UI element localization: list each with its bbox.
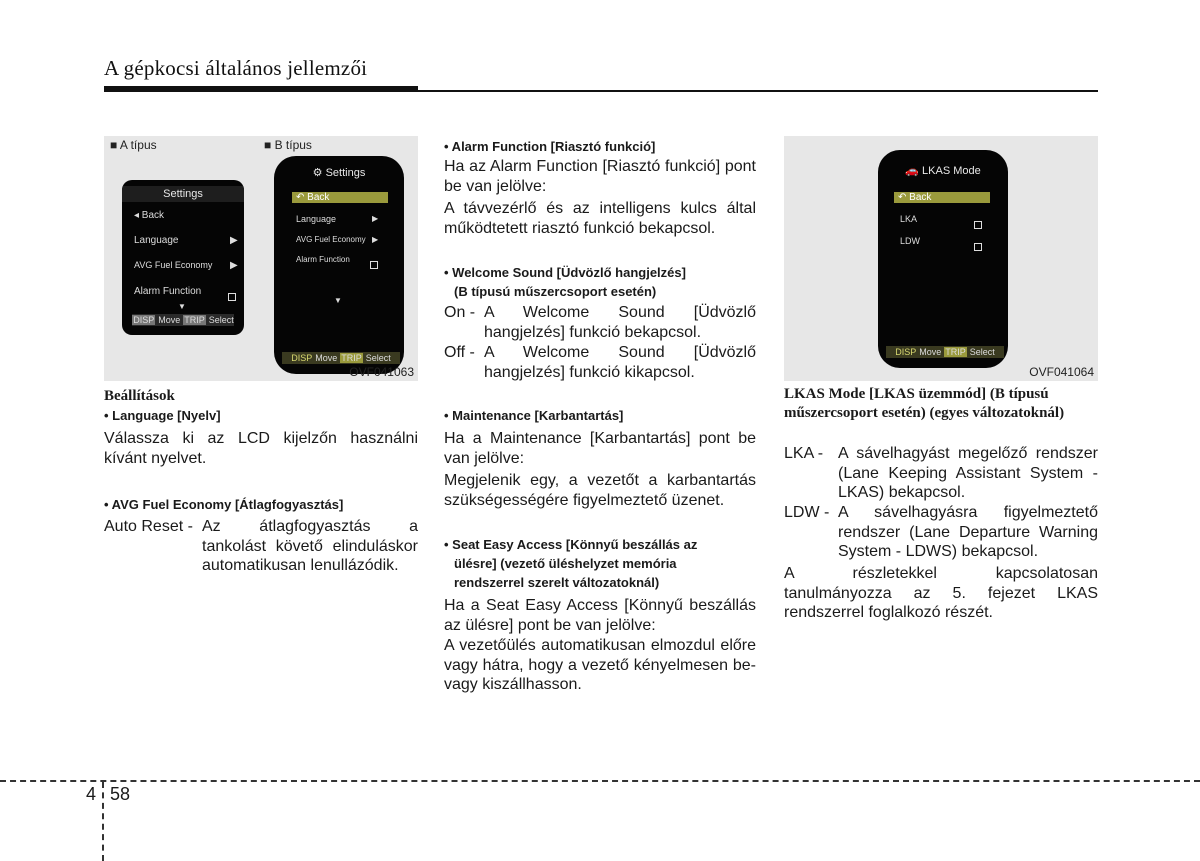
bar-disp: DISP: [133, 315, 155, 325]
lkas-ldw-text: A sávelhagyásra figyelmeztető rendszer (Lane Departure Warning System - LDWS) bekapcsol.: [838, 504, 1098, 560]
alarm-p2: A távvezérlő és az intelligens kulcs által működtetett riasztó funkció bekapcsol.: [444, 200, 756, 237]
settings-heading: Beállítások: [104, 388, 175, 404]
welcome-off: [444, 343, 756, 382]
bar-move: Move: [315, 353, 338, 363]
seat-p1: Ha a Seat Easy Access [Könnyű beszállás az ülésre] pont be van jelölve:: [444, 597, 756, 634]
bar-trip: TRIP: [184, 315, 205, 325]
seat-p2: A vezetőülés automatikusan elmozdul előre vagy hátra, hogy a vezető kényelmesen be- vagy kiszállhasson.: [444, 637, 756, 693]
figure-settings: [104, 136, 418, 381]
chapter-number: 4: [86, 784, 97, 804]
figure-lkas: [784, 136, 1098, 381]
welcome-off-label: Off -: [444, 344, 475, 361]
header-rule-thin: [418, 90, 1098, 92]
avg-heading: • AVG Fuel Economy [Átlagfogyasztás]: [104, 497, 344, 512]
bar-move: Move: [919, 347, 942, 357]
bar-disp: DISP: [895, 347, 917, 357]
screen-b-bar: [282, 352, 400, 364]
welcome-on: [444, 303, 756, 342]
bar-move: Move: [158, 315, 181, 325]
alarm-p1: Ha az Alarm Function [Riasztó funkció] pont be van jelölve:: [444, 158, 756, 195]
screen-b-item-back-text: Back: [307, 192, 330, 203]
header-rule-thick: [104, 86, 418, 92]
screen-a-bar: [132, 314, 234, 326]
welcome-on-label: On -: [444, 304, 476, 321]
screen-b-title-text: Settings: [325, 167, 366, 179]
bar-trip: TRIP: [341, 353, 362, 363]
language-text: Válassza ki az LCD kijelzőn használni kívánt nyelvet.: [104, 430, 418, 467]
checkbox-icon: [974, 238, 982, 256]
screen-b-item-alarm: Alarm Function: [296, 255, 350, 264]
page-header-title: A gépkocsi általános jellemzői: [104, 56, 368, 80]
chevron-right-icon: ▶: [372, 235, 379, 244]
welcome-off-text: A Welcome Sound [Üdvözlő hangjelzés] funkció kikapcsol.: [484, 344, 756, 381]
screen-b-title: [274, 166, 404, 179]
chevron-right-icon: ▶: [230, 235, 238, 246]
chevron-down-icon: ▼: [178, 302, 186, 311]
maintenance-p2: Megjelenik egy, a vezetőt a karbantartás szükségességére figyelmeztető üzenet.: [444, 472, 756, 509]
back-arrow-icon: ↶: [898, 192, 907, 203]
screen-lkas-item-back-text: Back: [909, 192, 932, 203]
screen-a-item-back: ◂ Back: [134, 210, 165, 221]
lkas-lka-label: LKA -: [784, 445, 824, 462]
lkas-lka-text: A sávelhagyást megelőző rendszer (Lane Keeping Assistant System - LKAS) bekapcsol.: [838, 445, 1098, 501]
lkas-paragraph: A részletekkel kapcsolatosan tanulmányozza az 5. fejezet LKAS rendszerrel foglalkozó részét.: [784, 565, 1098, 621]
screen-b-item-back: [292, 192, 388, 203]
bar-disp: DISP: [291, 353, 313, 363]
welcome-heading-1: • Welcome Sound [Üdvözlő hangjelzés]: [444, 265, 686, 280]
checkbox-icon: [370, 256, 378, 274]
screen-a-item-alarm: Alarm Function: [134, 286, 202, 297]
checkbox-icon: [974, 216, 982, 234]
page-number: 58: [110, 784, 131, 804]
avg-auto-reset-text: Az átlagfogyasztás a tankolást követő elinduláskor automatikusan lenullázódik.: [202, 518, 418, 574]
screen-lkas-item-back: [894, 192, 990, 203]
screen-b: [274, 156, 404, 374]
screen-lkas-title-text: LKAS Mode: [922, 165, 981, 177]
seat-heading-2: ülésre] (vezető üléshelyzet memória: [454, 556, 677, 571]
maintenance-heading: • Maintenance [Karbantartás]: [444, 408, 624, 423]
chevron-right-icon: ▶: [230, 260, 238, 271]
lkas-ldw: [784, 503, 1098, 562]
figure-label-b: ■ B típus: [264, 138, 312, 152]
maintenance-p1: Ha a Maintenance [Karbantartás] pont be van jelölve:: [444, 430, 756, 467]
language-heading: • Language [Nyelv]: [104, 408, 221, 423]
bar-trip: TRIP: [945, 347, 966, 357]
lkas-lka: [784, 444, 1098, 503]
gear-icon: ⚙: [312, 167, 323, 179]
screen-lkas-item-lka: LKA: [900, 214, 918, 224]
screen-lkas-item-ldw: LDW: [900, 236, 920, 246]
figure-code: OVF041064: [1029, 365, 1094, 379]
seat-heading-3: rendszerrel szerelt változatoknál): [454, 575, 660, 590]
alarm-heading: • Alarm Function [Riasztó funkció]: [444, 139, 656, 154]
chevron-down-icon: ▼: [334, 296, 342, 305]
screen-lkas: [878, 150, 1008, 368]
checkbox-icon: [228, 288, 236, 306]
footer-dashed-rule: [0, 780, 1200, 782]
screen-b-item-language: Language: [296, 214, 337, 224]
welcome-on-text: A Welcome Sound [Üdvözlő hangjelzés] funkció bekapcsol.: [484, 304, 756, 341]
bar-select: Select: [969, 347, 995, 357]
welcome-heading-2: (B típusú műszercsoport esetén): [454, 284, 657, 299]
lkas-heading: LKAS Mode [LKAS üzemmód] (B típusú műszercsoport esetén) (egyes változatoknál): [784, 386, 1065, 421]
screen-a-title: Settings: [122, 186, 244, 202]
chevron-right-icon: ▶: [372, 214, 379, 223]
screen-b-item-avg: AVG Fuel Economy: [296, 235, 366, 244]
screen-a-item-language: Language: [134, 235, 179, 246]
footer-dashed-divider: [102, 782, 104, 861]
screen-a: [122, 180, 244, 335]
figure-label-a: ■ A típus: [110, 138, 157, 152]
avg-auto-reset-label: Auto Reset -: [104, 518, 193, 535]
avg-auto-reset: [104, 517, 418, 576]
car-icon: 🚗: [905, 165, 919, 177]
lkas-ldw-label: LDW -: [784, 504, 830, 521]
screen-lkas-bar: [886, 346, 1004, 358]
figure-code: OVF041063: [349, 365, 414, 379]
seat-heading-1: • Seat Easy Access [Könnyű beszállás az: [444, 537, 698, 552]
screen-a-item-avg: AVG Fuel Economy: [134, 260, 213, 270]
screen-lkas-title: [878, 164, 1008, 177]
bar-select: Select: [208, 315, 234, 325]
bar-select: Select: [365, 353, 391, 363]
back-arrow-icon: ↶: [296, 192, 305, 203]
